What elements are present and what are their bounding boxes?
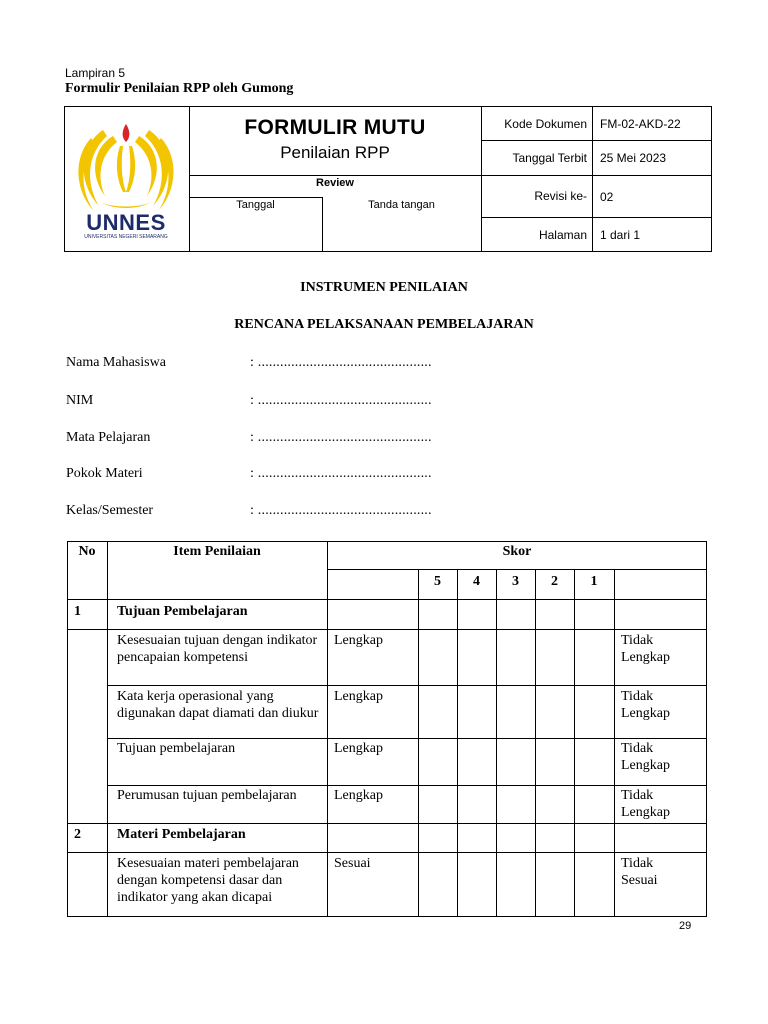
item-text: Kesesuaian materi pembelajaran dengan kompetensi dasar dan indikator yang akan dicapai — [117, 856, 299, 905]
item-right-label: Tidak Sesuai — [621, 856, 658, 888]
section-no: 1 — [74, 604, 81, 619]
score-head-1: 1 — [590, 574, 598, 589]
meta-key-terbit: Tanggal Terbit — [512, 151, 587, 165]
instrumen-title: INSTRUMEN PENILAIAN — [300, 280, 468, 295]
item-right-label: Tidak Lengkap — [621, 741, 670, 773]
field-label-nama: Nama Mahasiswa — [66, 355, 166, 370]
item-left-label: Lengkap — [334, 741, 383, 756]
score-head-5: 5 — [434, 574, 441, 589]
score-head-4: 4 — [473, 574, 480, 589]
score-head-2: 2 — [551, 574, 558, 589]
review-label: Review — [316, 177, 354, 189]
meta-value-halaman: 1 dari 1 — [600, 228, 641, 242]
form-title: Formulir Penilaian RPP oleh Gumong — [65, 81, 294, 96]
field-value-mapel: : ............................................... — [250, 430, 432, 445]
tanda-tangan-label: Tanda tangan — [368, 199, 435, 211]
lampiran-label: Lampiran 5 — [65, 66, 126, 80]
rpp-title: RENCANA PELAKSANAAN PEMBELAJARAN — [234, 317, 534, 332]
item-left-label: Lengkap — [334, 689, 383, 704]
field-label-kelas: Kelas/Semester — [66, 503, 154, 518]
score-head-3: 3 — [512, 574, 519, 589]
item-left-label: Lengkap — [334, 633, 383, 648]
section-no: 2 — [74, 827, 81, 842]
meta-value-terbit: 25 Mei 2023 — [600, 151, 667, 165]
item-text: Kata kerja operasional yang digunakan dapat diamati dan diukur — [117, 689, 319, 721]
field-value-kelas: : ............................................... — [250, 503, 432, 518]
section-title: Materi Pembelajaran — [117, 827, 246, 842]
item-right-label: Tidak Lengkap — [621, 689, 670, 721]
logo-subtext: UNIVERSITAS NEGERI SEMARANG — [84, 234, 168, 240]
tanggal-label: Tanggal — [236, 199, 275, 211]
meta-key-revisi: Revisi ke- — [534, 189, 587, 203]
item-right-label: Tidak Lengkap — [621, 788, 670, 820]
table-head-skor: Skor — [502, 544, 532, 559]
item-text: Kesesuaian tujuan dengan indikator pencapaian kompetensi — [117, 633, 318, 665]
unnes-logo — [73, 116, 179, 244]
item-text: Tujuan pembelajaran — [117, 741, 236, 756]
table-head-item: Item Penilaian — [173, 544, 261, 559]
meta-value-kode: FM-02-AKD-22 — [600, 117, 681, 131]
field-value-pokok: : ............................................... — [250, 466, 432, 481]
table-head-no: No — [78, 544, 96, 559]
item-left-label: Lengkap — [334, 788, 383, 803]
section-title: Tujuan Pembelajaran — [117, 604, 248, 619]
field-value-nim: : ............................................... — [250, 393, 432, 408]
field-label-mapel: Mata Pelajaran — [66, 430, 151, 445]
logo-text: UNNES — [86, 210, 166, 235]
meta-key-halaman: Halaman — [538, 228, 587, 242]
field-value-nama: : ............................................... — [250, 355, 432, 370]
field-label-nim: NIM — [66, 393, 94, 408]
header-sub-title: Penilaian RPP — [280, 143, 390, 162]
header-main-title: FORMULIR MUTU — [244, 116, 426, 139]
item-text: Perumusan tujuan pembelajaran — [117, 788, 297, 803]
field-label-pokok: Pokok Materi — [66, 466, 143, 481]
page-number: 29 — [679, 920, 692, 932]
meta-key-kode: Kode Dokumen — [504, 117, 587, 131]
item-right-label: Tidak Lengkap — [621, 633, 670, 665]
item-left-label: Sesuai — [334, 856, 371, 871]
meta-value-revisi: 02 — [600, 190, 614, 204]
